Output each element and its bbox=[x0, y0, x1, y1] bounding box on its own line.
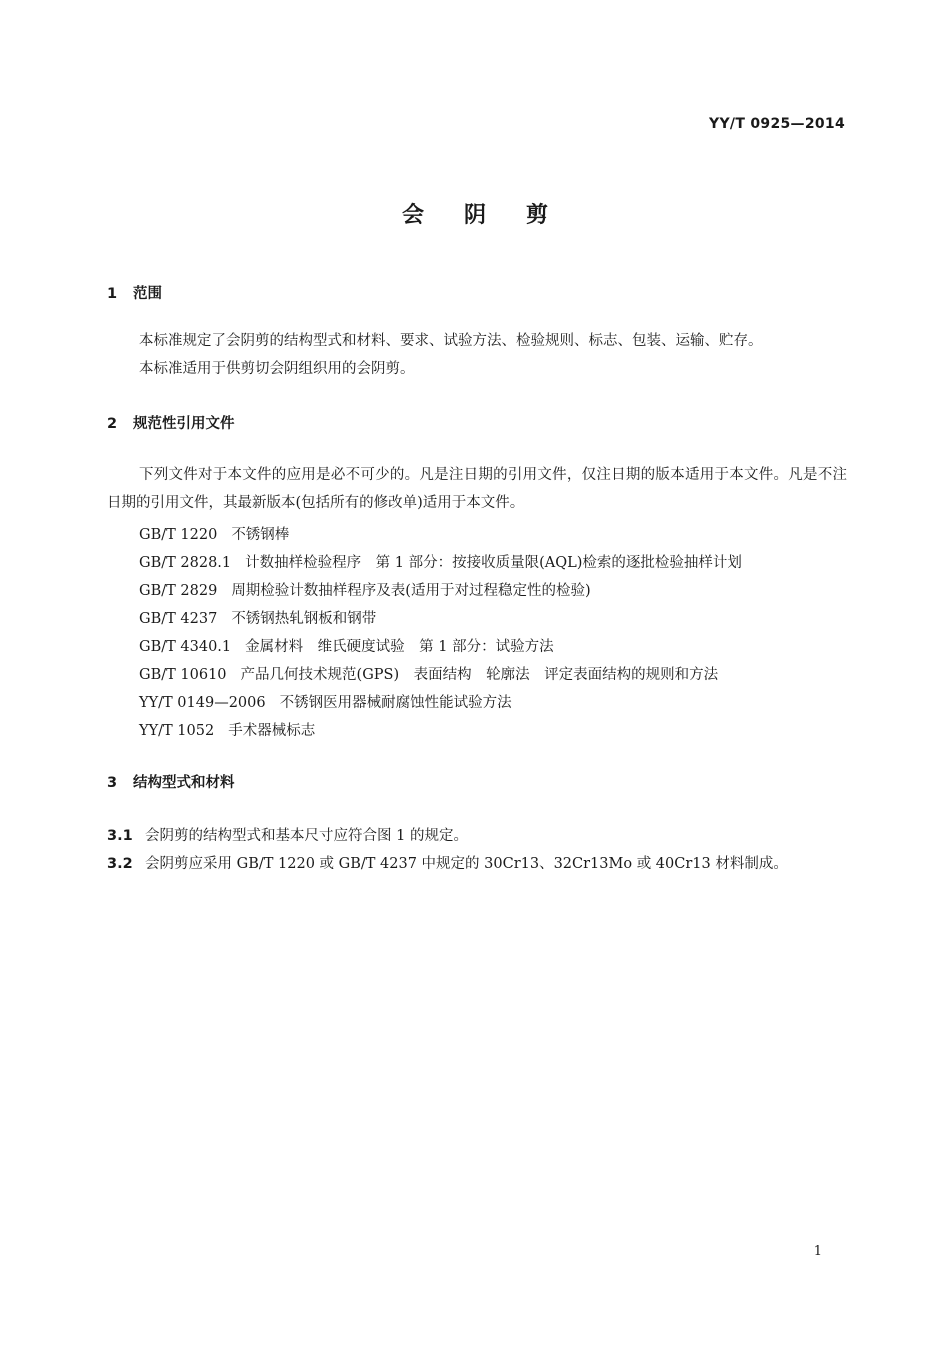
reference-code: GB/T 10610 bbox=[139, 667, 227, 683]
section-number: 3 bbox=[107, 775, 118, 791]
reference-item bbox=[139, 579, 591, 600]
scope-paragraph-2: 本标准适用于供剪切会阴组织用的会阴剪。 bbox=[139, 361, 415, 377]
reference-code: GB/T 4237 bbox=[139, 611, 218, 627]
references-intro: 下列文件对于本文件的应用是必不可少的。凡是注日期的引用文件，仅注日期的版本适用于本文件。凡是不注日期的引用文件，其最新版本(包括所有的修改单)适用于本文件。 bbox=[107, 467, 847, 511]
clause-3-1 bbox=[107, 824, 468, 845]
reference-title: 产品几何技术规范(GPS) 表面结构 轮廓法 评定表面结构的规则和方法 bbox=[240, 667, 719, 683]
clause-text: 会阴剪应采用 GB/T 1220 或 GB/T 4237 中规定的 30Cr13、32Cr13Mo 或 40Cr13 材料制成。 bbox=[145, 856, 788, 872]
section-title: 范围 bbox=[133, 286, 162, 302]
reference-code: GB/T 4340.1 bbox=[139, 639, 232, 655]
reference-title: 金属材料 维氏硬度试验 第 1 部分：试验方法 bbox=[245, 639, 554, 655]
clause-number: 3.1 bbox=[107, 828, 133, 844]
section-number: 1 bbox=[107, 286, 118, 302]
clause-number: 3.2 bbox=[107, 856, 133, 872]
reference-title: 不锈钢棒 bbox=[231, 527, 290, 543]
reference-item bbox=[139, 663, 718, 684]
clause-3-2 bbox=[107, 852, 788, 873]
clause-text: 会阴剪的结构型式和基本尺寸应符合图 1 的规定。 bbox=[145, 828, 468, 844]
section-title: 规范性引用文件 bbox=[133, 416, 235, 432]
section-1-heading bbox=[107, 282, 162, 303]
reference-code: YY/T 0149—2006 bbox=[139, 695, 266, 711]
reference-title: 手术器械标志 bbox=[228, 723, 316, 739]
reference-code: GB/T 2829 bbox=[139, 583, 218, 599]
reference-item bbox=[139, 719, 315, 740]
reference-title: 周期检验计数抽样程序及表(适用于对过程稳定性的检验) bbox=[231, 583, 591, 599]
reference-code: GB/T 2828.1 bbox=[139, 555, 232, 571]
reference-item bbox=[139, 691, 512, 712]
reference-item bbox=[139, 607, 376, 628]
scope-paragraph-1: 本标准规定了会阴剪的结构型式和材料、要求、试验方法、检验规则、标志、包装、运输、贮存。 bbox=[139, 333, 763, 349]
section-3-heading bbox=[107, 771, 235, 792]
section-2-heading bbox=[107, 412, 235, 433]
section-title: 结构型式和材料 bbox=[133, 775, 235, 791]
reference-code: YY/T 1052 bbox=[139, 723, 215, 739]
section-number: 2 bbox=[107, 416, 118, 432]
reference-item bbox=[139, 635, 554, 656]
reference-title: 计数抽样检验程序 第 1 部分：按接收质量限(AQL)检索的逐批检验抽样计划 bbox=[245, 555, 742, 571]
reference-item bbox=[139, 523, 289, 544]
document-title: 会阴剪 bbox=[401, 203, 588, 228]
reference-title: 不锈钢医用器械耐腐蚀性能试验方法 bbox=[279, 695, 512, 711]
reference-code: GB/T 1220 bbox=[139, 527, 218, 543]
page-number: 1 bbox=[813, 1244, 822, 1259]
reference-title: 不锈钢热轧钢板和钢带 bbox=[231, 611, 377, 627]
standard-number: YY/T 0925—2014 bbox=[709, 116, 845, 132]
reference-item bbox=[139, 551, 742, 572]
